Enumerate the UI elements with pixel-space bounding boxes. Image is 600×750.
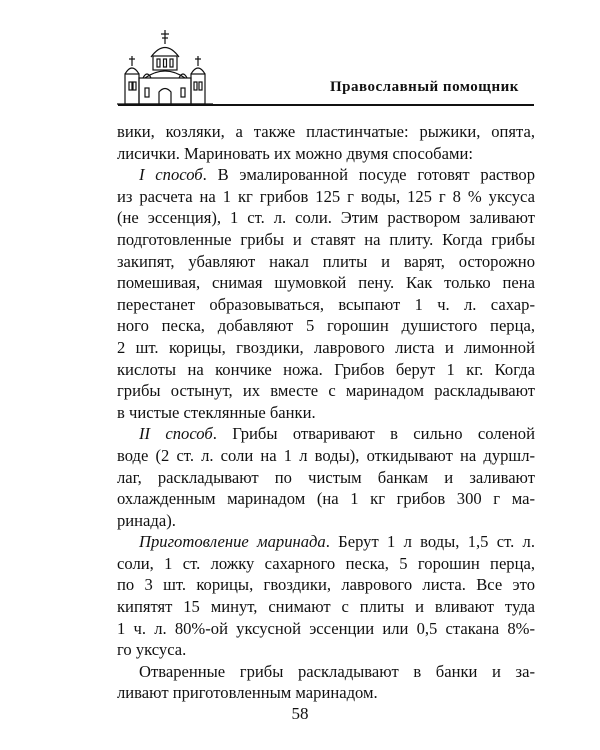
line-text: 2 шт. корицы, гвоздики, лаврового листа и лимонной bbox=[117, 337, 535, 357]
text-line bbox=[117, 207, 535, 229]
italic-term: I способ bbox=[139, 165, 203, 185]
text-line bbox=[117, 337, 535, 359]
line-text: Отваренные грибы раскладывают в банки и за- bbox=[139, 661, 535, 681]
line-text: . Грибы отваривают в сильно соленой bbox=[212, 424, 535, 444]
line-text: лисички. Мариновать их можно двумя способами: bbox=[117, 143, 473, 163]
line-text: го уксуса. bbox=[117, 640, 187, 660]
text-line bbox=[117, 315, 535, 337]
church-icon bbox=[115, 30, 215, 106]
line-text: грибы остынут, их вместе с маринадом раскладывают bbox=[117, 381, 535, 401]
text-line bbox=[117, 510, 535, 532]
line-text: ливают приготовленным маринадом. bbox=[117, 683, 378, 703]
text-line bbox=[117, 186, 535, 208]
text-line bbox=[117, 618, 535, 640]
line-text: (не эссенция), 1 ст. л. соли. Этим раствором заливают bbox=[117, 208, 535, 228]
text-line bbox=[117, 229, 535, 251]
text-line bbox=[117, 251, 535, 273]
line-text: в чистые стеклянные банки. bbox=[117, 402, 316, 422]
line-text: ного песка, добавляют 5 горошин душистого перца, bbox=[117, 316, 535, 336]
text-line bbox=[117, 272, 535, 294]
text-line bbox=[117, 531, 535, 553]
line-text: закипят, убавляют накал плиты и варят, осторожно bbox=[117, 251, 535, 271]
line-text: перестанет образовываться, всыпают 1 ч. л. сахар- bbox=[117, 294, 535, 314]
line-text: воде (2 ст. л. соли на 1 л воды), откидывают на дуршл- bbox=[117, 445, 535, 465]
text-line bbox=[117, 143, 535, 165]
line-text: помешивая, снимая шумовкой пену. Как только пена bbox=[117, 273, 535, 293]
page-header bbox=[0, 0, 600, 112]
text-line bbox=[117, 294, 535, 316]
line-text: кислоты на кончике ножа. Грибов берут 1 кг. Когда bbox=[117, 359, 535, 379]
text-line bbox=[117, 639, 535, 661]
line-text: охлажденным маринадом (на 1 кг грибов 300 г ма- bbox=[117, 489, 535, 509]
text-line bbox=[117, 488, 535, 510]
text-line bbox=[117, 121, 535, 143]
line-text: лаг, раскладывают по чистым банкам и заливают bbox=[117, 467, 535, 487]
running-title: Православный помощник bbox=[330, 79, 519, 95]
line-text: соли, 1 ст. ложку сахарного песка, 5 горошин перца, bbox=[117, 553, 535, 573]
text-line bbox=[117, 402, 535, 424]
text-line bbox=[117, 359, 535, 381]
text-line bbox=[117, 164, 535, 186]
body-text bbox=[117, 121, 535, 704]
line-text: 1 ч. л. 80%-ой уксусной эссенции или 0,5 стакана 8%- bbox=[117, 618, 535, 638]
line-text: вики, козляки, а также пластинчатые: рыжики, опята, bbox=[117, 122, 535, 141]
text-line bbox=[117, 445, 535, 467]
line-text: подготовленные грибы и ставят на плиту. Когда грибы bbox=[117, 229, 535, 249]
text-line bbox=[117, 423, 535, 445]
italic-term: II способ bbox=[139, 424, 213, 444]
text-line bbox=[117, 682, 535, 704]
text-line bbox=[117, 661, 535, 683]
text-line bbox=[117, 553, 535, 575]
page-number: 58 bbox=[291, 704, 309, 723]
line-text: кипятят 15 минут, снимают с плиты и вливают туда bbox=[117, 597, 535, 617]
line-text: ринада). bbox=[117, 510, 176, 530]
text-line bbox=[117, 574, 535, 596]
line-text: по 3 шт. корицы, гвоздики, лаврового листа. Все это bbox=[117, 575, 535, 595]
text-line bbox=[117, 467, 535, 489]
italic-term: Приготовление маринада bbox=[139, 532, 326, 552]
line-text: . Берут 1 л воды, 1,5 ст. л. bbox=[325, 532, 535, 552]
header-rule bbox=[118, 104, 534, 106]
text-line bbox=[117, 380, 535, 402]
line-text: . В эмалированной посуде готовят раствор bbox=[202, 165, 535, 185]
line-text: из расчета на 1 кг грибов 125 г воды, 125 г 8 % уксуса bbox=[117, 186, 535, 206]
text-line bbox=[117, 596, 535, 618]
